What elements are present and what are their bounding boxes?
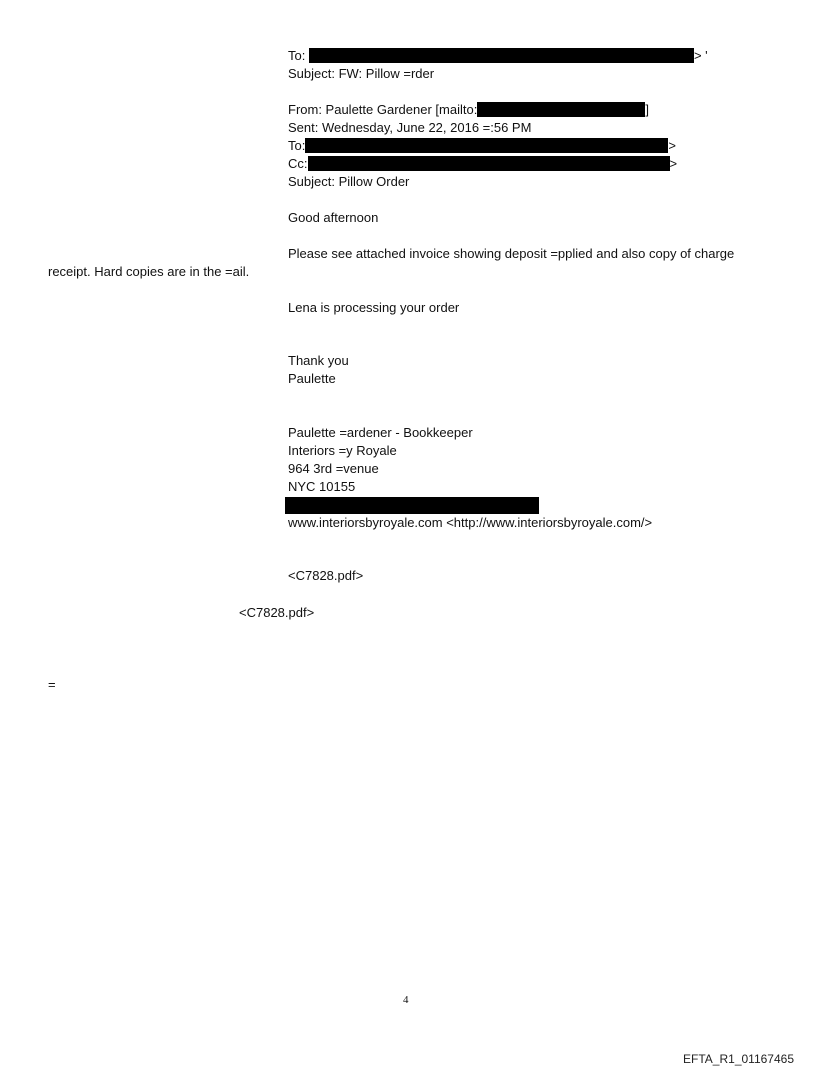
bates-number: EFTA_R1_01167465 [683,1052,794,1066]
redaction-bar [305,138,668,153]
closing-name: Paulette [288,371,336,386]
body-paragraph-2: Lena is processing your order [288,300,460,315]
attachment-outer: <C7828.pdf> [239,605,315,620]
orig-sent-line: Sent: Wednesday, June 22, 2016 =:56 PM [288,120,532,135]
stray-equals-char: = [48,677,56,692]
signature-city: NYC 10155 [288,479,356,494]
signature-website: www.interiorsbyroyale.com <http://www.interiorsbyroyale.com/> [288,515,653,530]
attachment-inner: <C7828.pdf> [288,568,364,583]
fwd-subject-line: Subject: FW: Pillow =rder [288,66,435,81]
body-paragraph-line1: Please see attached invoice showing deposit =pplied and also copy of charge [288,246,735,261]
page-number: 4 [403,994,409,1006]
redaction-bar [309,48,694,63]
fwd-to-line [288,47,708,65]
orig-cc-line [288,155,677,173]
greeting-text: Good afternoon [288,210,379,225]
orig-to-line [288,137,676,155]
orig-from-line [288,101,649,119]
orig-cc-suffix: > [669,156,678,171]
signature-company: Interiors =y Royale [288,443,397,458]
signature-street: 964 3rd =venue [288,461,379,476]
orig-cc-label: Cc: [288,156,308,171]
orig-subject-line: Subject: Pillow Order [288,174,410,189]
orig-to-label: To: [288,138,306,153]
orig-to-suffix: > [668,138,676,153]
orig-from-prefix: From: Paulette Gardener [mailto: [288,102,478,117]
body-paragraph-line2: receipt. Hard copies are in the =ail. [48,264,250,279]
signature-name-title: Paulette =ardener - Bookkeeper [288,425,473,440]
redaction-bar [308,156,670,171]
redaction-bar [477,102,645,117]
orig-from-suffix: ] [645,102,649,117]
fwd-to-label: To: [288,48,306,63]
closing-thanks: Thank you [288,353,349,368]
fwd-to-suffix: > ' [693,48,708,63]
signature-redaction-bar [285,497,539,514]
